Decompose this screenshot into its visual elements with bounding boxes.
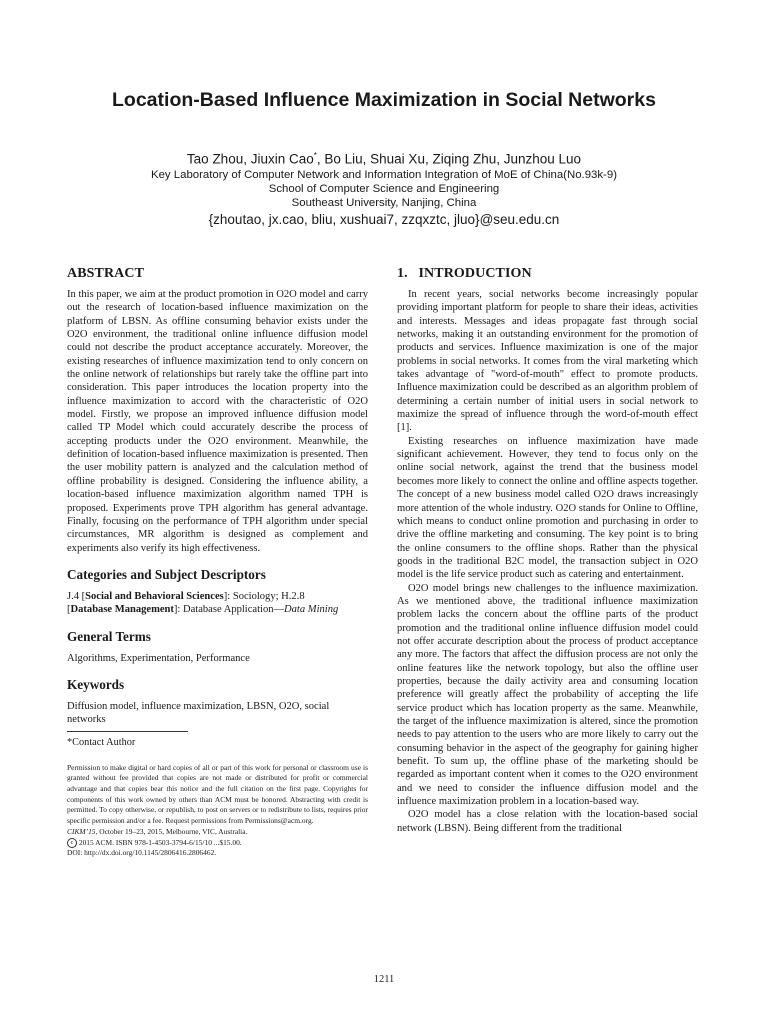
categories-heading: Categories and Subject Descriptors xyxy=(67,566,266,582)
author-marker: * xyxy=(313,151,317,160)
category-bold-1: Social and Behavioral Sciences xyxy=(85,590,224,602)
general-terms-text: Algorithms, Experimentation, Performance xyxy=(67,652,250,664)
paper-title: Location-Based Influence Maximization in Social Networks xyxy=(112,89,656,111)
categories-text: J.4 [Social and Behavioral Sciences]: Sociology; H.2.8 [Database Management]: Database Application—Data Mining xyxy=(67,590,339,616)
keywords-text: Diffusion model, influence maximization, LBSN, O2O, social networks xyxy=(67,700,330,726)
conference-name: CIKM’15, xyxy=(67,826,98,836)
copyright-icon: c xyxy=(67,838,77,848)
intro-paragraph-4: O2O model has a close relation with the location-based social network (LBSN). Being different from the traditional xyxy=(397,809,698,834)
affiliation-university: Southeast University, Nanjing, China xyxy=(291,196,477,209)
intro-paragraph-1: In recent years, social networks become increasingly popular providing important platform for people to share their ideas, activities and interests. Messages and ideas propagate fast through social networks, making it an outstanding environment for the promotion of products and services. Influence maximization is one of the major problems in social networks. It comes from the viral marketing which takes advantage of "word-of-mouth" effect to promote products. Influence maximization could be described as an algorithm problem of determining a certain number of initial users in social network to maximize the spread of influence through the word-of-mouth effect [1]. xyxy=(397,289,698,434)
affiliation-school: School of Computer Science and Engineering xyxy=(268,182,500,195)
introduction-heading: 1. INTRODUCTION xyxy=(397,266,532,281)
left-column xyxy=(67,266,368,859)
doi-text: DOI: http://dx.doi.org/10.1145/2806416.2806462. xyxy=(67,848,217,858)
affiliation-lab: Key Laboratory of Computer Network and Information Integration of MoE of China(No.93k-9) xyxy=(151,168,617,181)
author-emails: {zhoutao, jx.cao, bliu, xushuai7, zzqxztc, jluo}@seu.edu.cn xyxy=(208,211,560,227)
category-italic: Data Mining xyxy=(284,604,339,616)
permission-notice xyxy=(67,763,368,859)
copyright-text: 2015 ACM. ISBN 978-1-4503-3794-6/15/10 ...$15.00. xyxy=(77,837,242,847)
paper-header xyxy=(0,147,768,229)
general-terms-heading: General Terms xyxy=(67,628,151,644)
abstract-heading: ABSTRACT xyxy=(67,266,145,281)
authors-rest: , Bo Liu, Shuai Xu, Ziqing Zhu, Junzhou Luo xyxy=(316,151,582,167)
right-column xyxy=(397,266,698,835)
contact-author-note: *Contact Author xyxy=(67,736,136,748)
authors-first: Tao Zhou, Jiuxin Cao xyxy=(186,151,314,167)
category-bold-2: Database Management xyxy=(70,604,174,616)
permission-text: Permission to make digital or hard copies of all or part of this work for personal or classroom use is granted without fee provided that copies are not made or distributed for profit or commercial advantage and that copies bear this notice and the full citation on the first page. Copyrights for components of this work owned by others than ACM must be honored. Abstracting with credit is permitted. To copy otherwise, or republish, to post on servers or to redistribute to lists, requires prior specific permission and/or a fee. Request permissions from Permissions@acm.org. xyxy=(67,762,368,826)
author-list xyxy=(0,147,768,168)
conference-details: October 19–23, 2015, Melbourne, VIC, Australia. xyxy=(97,826,248,836)
page-number: 1211 xyxy=(373,974,395,985)
abstract-text: In this paper, we aim at the product promotion in O2O model and carry out the research of location-based influence maximization on the platform of LBSN. As offline consuming behavior exists under the O2O environment, the traditional online influence diffusion model could not describe the product acceptance accurately. Moreover, the existing researches of influence maximization tend to only concern on the online network of relationships but rarely take the offline part into consideration. This paper introduces the location property into the influence maximization to accord with the characteristic of O2O model. Firstly, we propose an improved influence diffusion model called TP Model which could accurately describe the process of accepting products under the O2O environment. Meanwhile, the definition of location-based influence maximization is presented. Then the user mobility pattern is analyzed and the calculation method of offline probability is designed. Considering the influence ability, a location-based influence maximization algorithm named TPH is proposed. Experiments prove TPH algorithm has general advantage. Finally, focusing on the performance of TPH algorithm under special circumstances, MR algorithm is designed as complement and experiments also verify its high effectiveness. xyxy=(67,289,368,554)
keywords-heading: Keywords xyxy=(67,676,125,692)
intro-paragraph-2: Existing researches on influence maximization have made significant achievement. However, they tend to focus only on the online social network, against the trend that the business model becomes more likely to connect the online and offline aspects together. The concept of a new business model called O2O draws increasingly more attention of the whole industry. O2O stands for Online to Offline, which means to conduct online promotion and purchasing in order to drive the offline marketing and consuming. The key point is to bring the online consumers to the offline shops. Rather than the physical goods in the traditional B2C model, the transaction subject in O2O model is the life service product such as catering and entertainment. xyxy=(397,435,698,581)
footnote-divider xyxy=(67,731,188,732)
intro-paragraph-3: O2O model brings new challenges to the influence maximization. As we mentioned above, the traditional influence maximization problem lacks the concern about the offline parts of the product promotion and the traditional online influence diffusion model could not offer accurate description about the process of product acceptance any more. The factors that affect the diffusion process are not only the online features like the network topology, but also the offline user properties, because the daily activity area and consuming location preference will greatly affect the probability of accepting the life service product which has location property as the same. Meanwhile, the target of the influence maximization is altered, since the promotion needs to pay attention to the users who are more likely to carry out the consuming behavior in the aspect of the geography for gaining higher benefit. To sum up, the offline phase of the marketing should be regarded as important content when it comes to the O2O environment and we need to consider the influence diffusion model and the influence maximization problem in a location-based way. xyxy=(397,582,698,808)
